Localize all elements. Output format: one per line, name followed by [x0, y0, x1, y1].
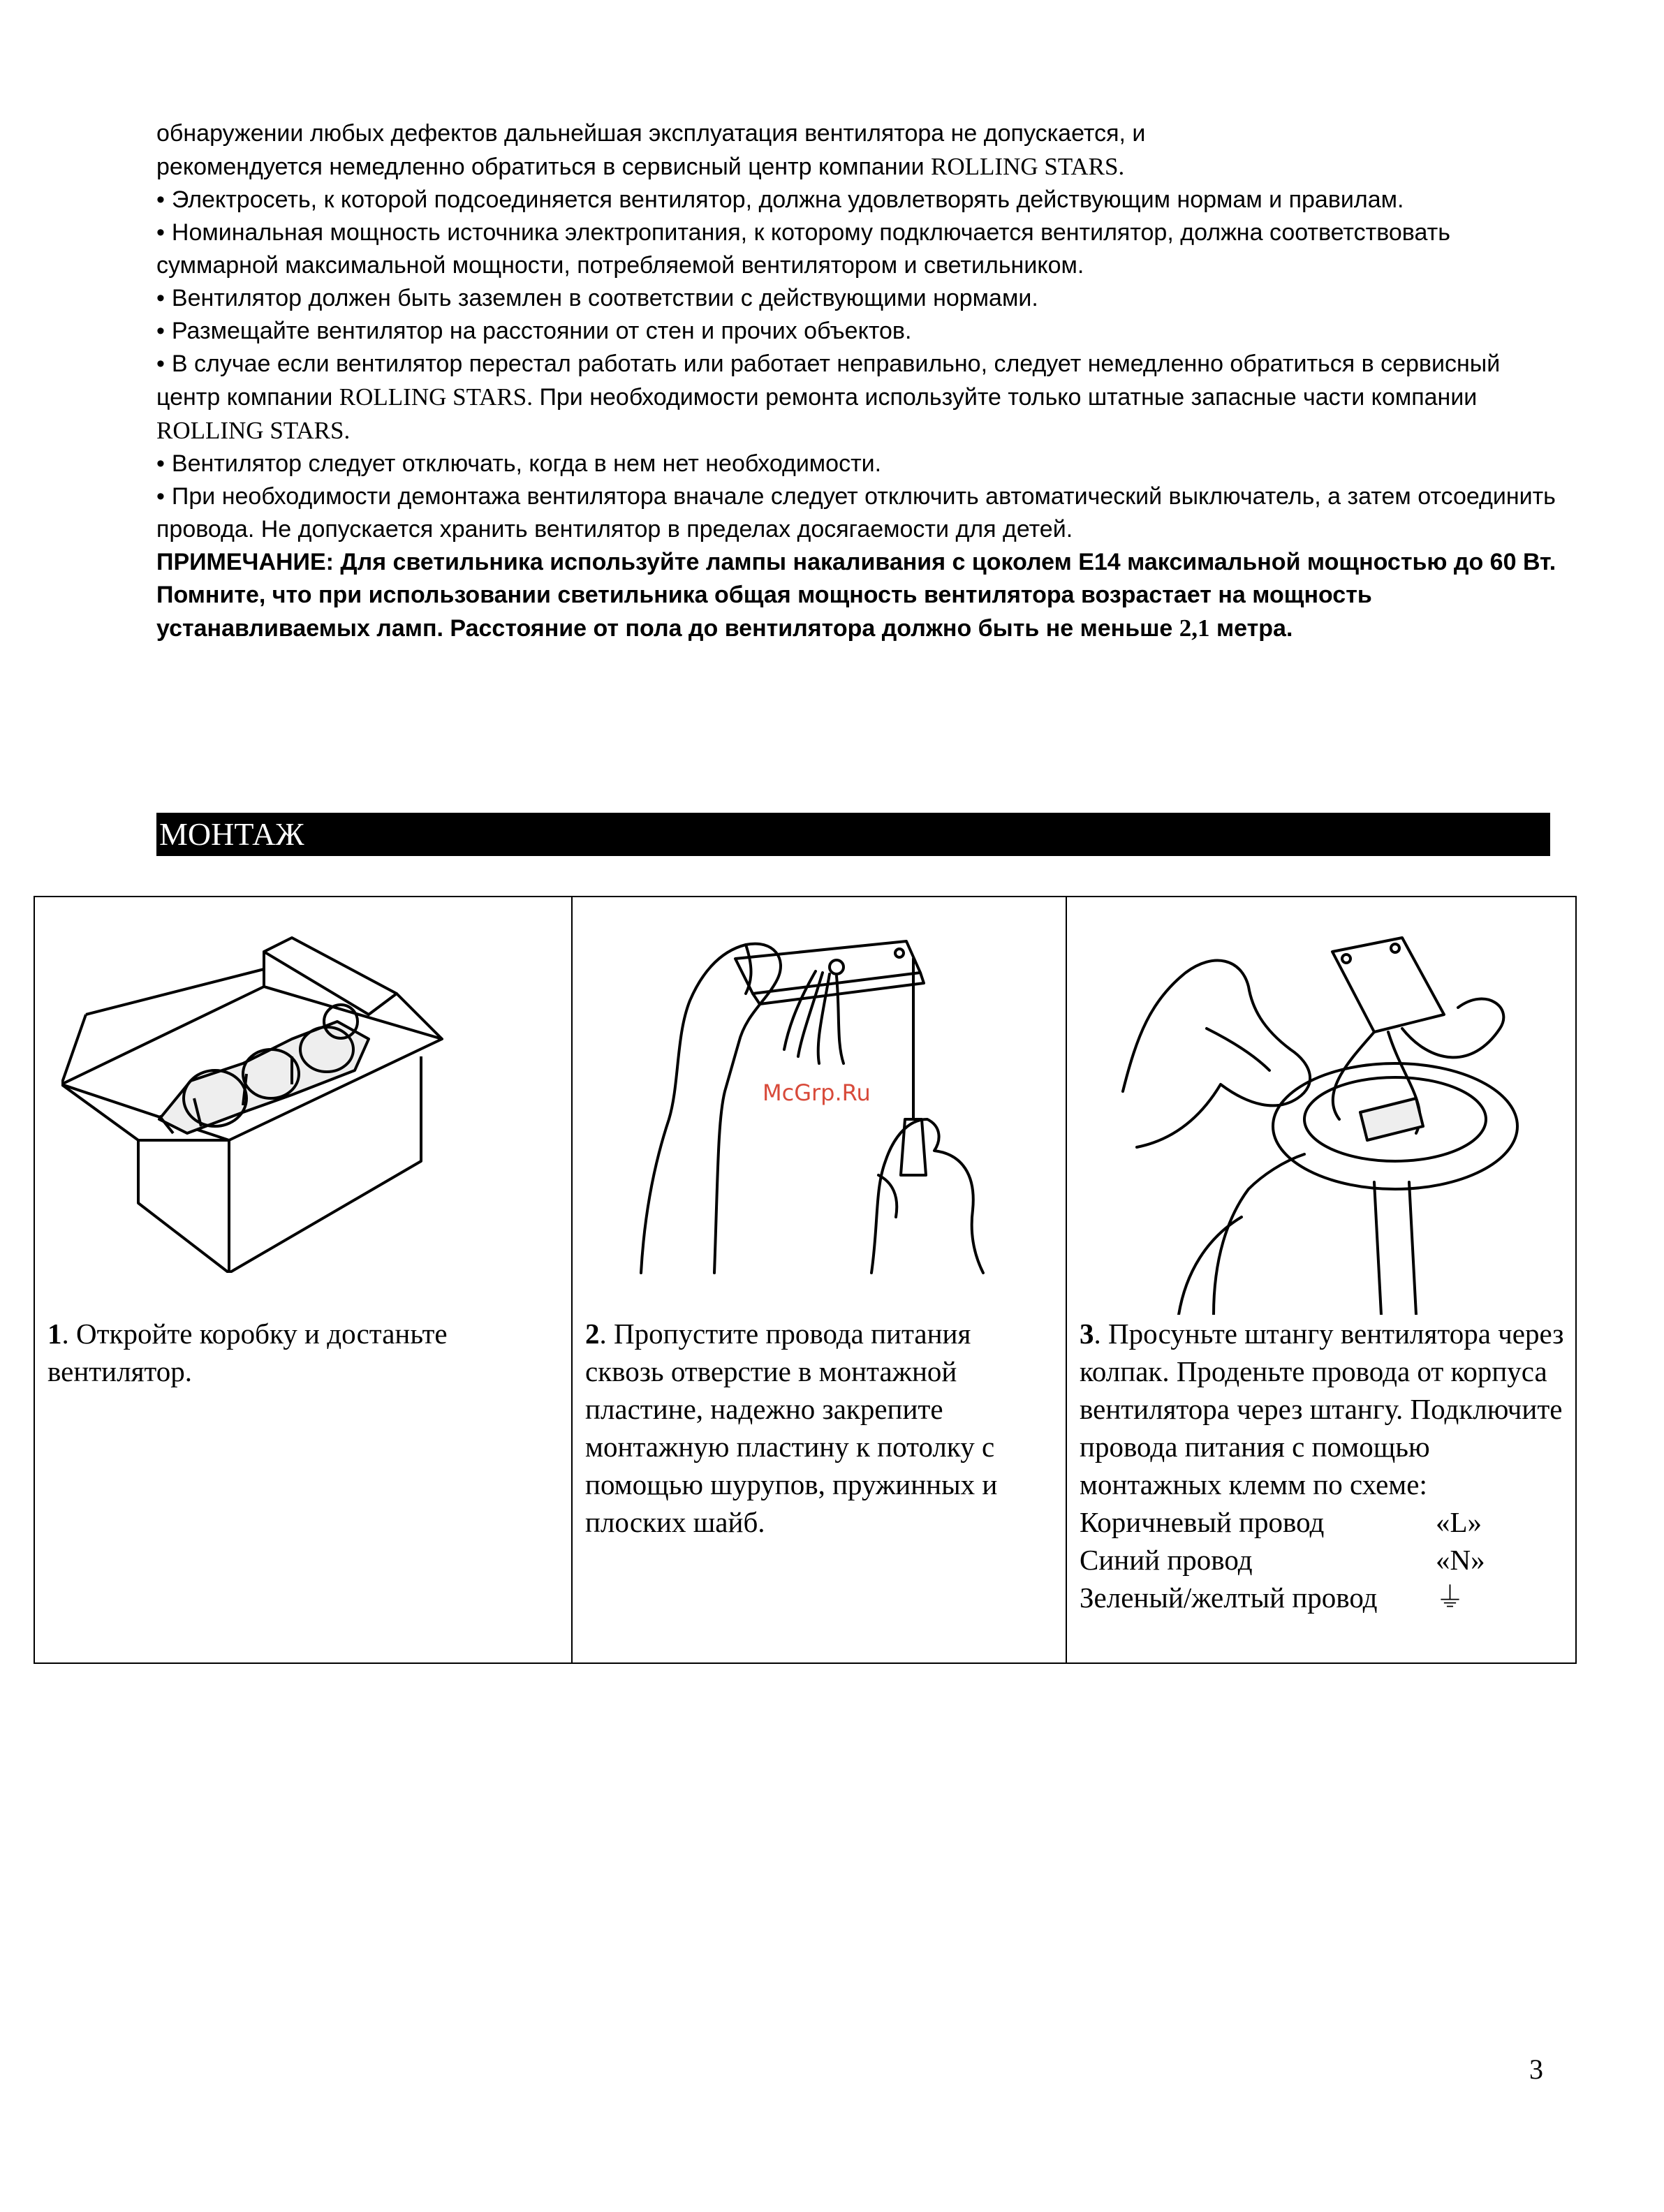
- paragraph: обнаружении любых дефектов дальнейшая эксплуатация вентилятора не допускается, и рекомендуется немедленно обратиться в сервисный центр компании ROLLING STARS.: [156, 120, 1146, 180]
- wiring-row: Синий провод «N»: [1080, 1544, 1485, 1576]
- ground-icon: ⏚: [1436, 1581, 1464, 1614]
- open-box-illustration: [61, 910, 550, 1273]
- table-divider: [1066, 896, 1067, 1664]
- step-number: 2: [585, 1318, 600, 1350]
- bullet-item: • Вентилятор следует отключать, когда в нем нет необходимости.: [156, 448, 1560, 480]
- watermark: McGrp.Ru: [763, 1079, 871, 1106]
- wiring-row: Коричневый провод «L»: [1080, 1506, 1482, 1538]
- step-1-text: 1. Откройте коробку и достаньте вентилятор.: [47, 1318, 448, 1387]
- bullet-item: • Номинальная мощность источника электропитания, к которому подключается вентилятор, должна соответствовать суммарной максимальной мощности, потребляемой вентилятором и светильником.: [156, 216, 1560, 282]
- section-header: МОНТАЖ: [156, 813, 1550, 856]
- steps-table: [34, 896, 1577, 1664]
- step-2-text: 2. Пропустите провода питания сквозь отверстие в монтажной пластине, надежно закрепите монтажную пластину к потолку с помощью шурупов, пружинных и плоских шайб.: [585, 1318, 998, 1538]
- bullet-item: • При необходимости демонтажа вентилятора вначале следует отключить автоматический выключатель, а затем отсоединить провода. Не допускается хранить вентилятор в пределах досягаемости для детей.: [156, 480, 1560, 546]
- canopy-wiring-illustration: [1109, 910, 1556, 1315]
- step-number: 1: [47, 1318, 62, 1350]
- bullet-item: • Электросеть, к которой подсоединяется вентилятор, должна удовлетворять действующим нормам и правилам.: [156, 184, 1560, 216]
- wiring-row: Зеленый/желтый провод ⏚: [1080, 1579, 1568, 1616]
- table-divider: [571, 896, 573, 1664]
- bullet-item: • Размещайте вентилятор на расстоянии от стен и прочих объектов.: [156, 315, 1560, 348]
- bullet-item: • В случае если вентилятор перестал работать или работает неправильно, следует немедленно обратиться в сервисный центр компании ROLLING STARS. При необходимости ремонта используйте только штатные запасные части компании ROLLING STARS.: [156, 348, 1560, 448]
- note: ПРИМЕЧАНИЕ: Для светильника используйте лампы накаливания с цоколем Е14 максимальной мощностью до 60 Вт. Помните, что при использовании светильника общая мощность вентилятора возрастает на мощность устанавливаемых ламп. Расстояние от пола до вентилятора должно быть не меньше 2,1 метра.: [156, 549, 1556, 642]
- step-3-text: 3. Просуньте штангу вентилятора через колпак. Проденьте провода от корпуса вентилятора через штангу. Подключите провода питания с помощью монтажных клемм по схеме: Коричневый провод «L» Синий провод «N» Зеленый/желтый провод ⏚: [1080, 1315, 1568, 1616]
- bullet-item: • Вентилятор должен быть заземлен в соответствии с действующими нормами.: [156, 282, 1560, 315]
- page-number: 3: [1529, 2054, 1543, 2085]
- step-number: 3: [1080, 1318, 1094, 1350]
- safety-text: [156, 117, 1560, 645]
